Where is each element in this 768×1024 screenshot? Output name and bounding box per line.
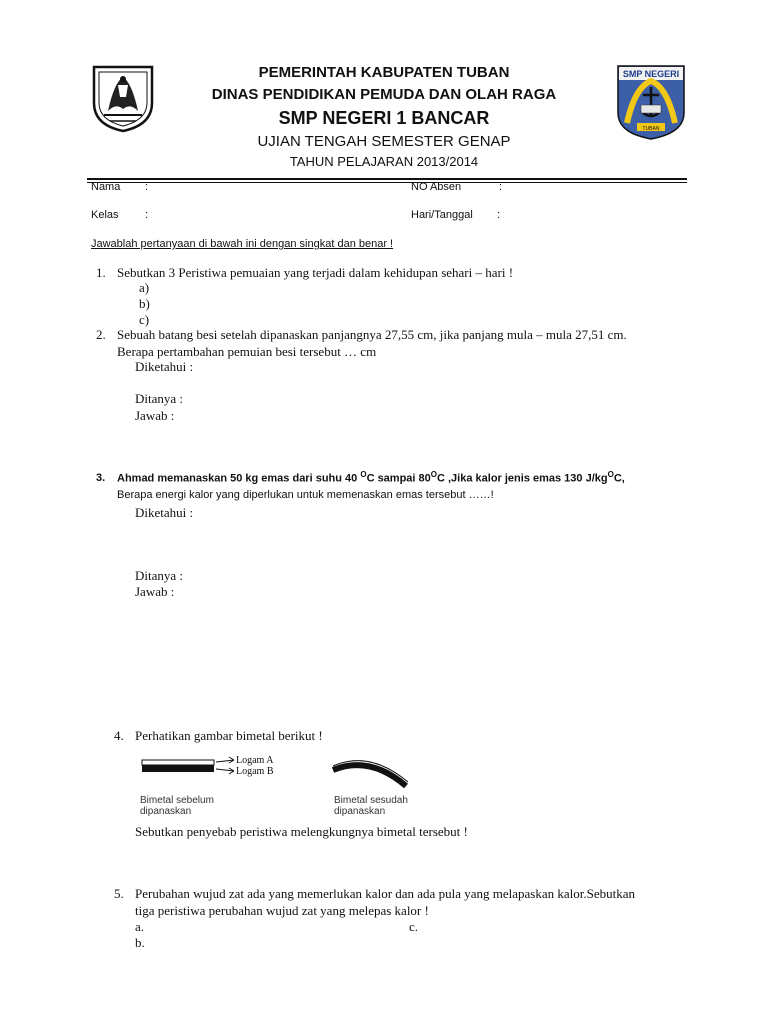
q3-diketahui: Diketahui : (135, 505, 194, 520)
q4-question: Sebutkan penyebab peristiwa melengkungnya bimetal tersebut ! (135, 824, 468, 839)
hari-colon: : (497, 209, 501, 221)
header-department: DINAS PENDIDIKAN PEMUDA DAN OLAH RAGA (211, 86, 557, 103)
header-school-name: SMP NEGERI 1 BANCAR (278, 108, 490, 128)
nama-label: Nama (91, 181, 121, 193)
header-exam-title: UJIAN TENGAH SEMESTER GENAP (257, 133, 511, 150)
bimetal-before-caption-1: Bimetal sebelum (140, 795, 214, 806)
q3-sup1: O (360, 470, 367, 479)
q4-number: 4. (114, 728, 124, 743)
absen-colon: : (499, 181, 503, 193)
instruction: Jawablah pertanyaan di bawah ini dengan singkat dan benar ! (91, 238, 394, 250)
logam-a-label: Logam A (236, 755, 274, 766)
bimetal-after-caption-1: Bimetal sesudah (334, 795, 408, 806)
q3-sup3: O (607, 470, 614, 479)
q3-text-part3: C ,Jika kalor jenis emas 130 J/kg (437, 472, 608, 485)
q1-text: Sebutkan 3 Peristiwa pemuaian yang terjadi dalam kehidupan sehari – hari ! (117, 265, 514, 280)
q3-ditanya: Ditanya : (135, 568, 184, 583)
q2-ditanya: Ditanya : (135, 391, 184, 406)
bimetal-after-caption-2: dipanaskan (334, 806, 386, 817)
q1-option-a: a) (139, 280, 150, 295)
q1-option-b: b) (139, 296, 150, 311)
q3-text-line1 (117, 470, 625, 485)
bimetal-before-caption-2: dipanaskan (140, 806, 192, 817)
q5-number: 5. (114, 886, 124, 901)
q5-option-a: a. (135, 919, 145, 934)
right-logo-text: SMP NEGERI (622, 69, 680, 79)
q3-text-part1: Ahmad memanaskan 50 kg emas dari suhu 40 (117, 472, 361, 485)
q2-text-line1: Sebuah batang besi setelah dipanaskan panjangnya 27,55 cm, jika panjang mula – mula 27,51 cm. (117, 327, 627, 342)
q2-jawab: Jawab : (135, 408, 175, 423)
header-government: PEMERINTAH KABUPATEN TUBAN (258, 64, 510, 81)
q4-text: Perhatikan gambar bimetal berikut ! (135, 728, 323, 743)
right-school-logo (615, 63, 687, 141)
nama-colon: : (145, 181, 149, 193)
q2-diketahui: Diketahui : (135, 359, 194, 374)
q3-sup2: O (430, 470, 437, 479)
q5-option-b: b. (135, 935, 145, 950)
q2-text-line2: Berapa pertambahan pemuian besi tersebut … cm (117, 344, 377, 359)
q3-text-line2: Berapa energi kalor yang diperlukan untuk memenaskan emas tersebut ……! (117, 489, 494, 501)
logam-b-label: Logam B (236, 766, 274, 777)
q3-text-part2: C sampai 80 (366, 472, 431, 485)
q1-number: 1. (96, 265, 106, 280)
bimetal-after-figure (330, 752, 412, 788)
header-academic-year: TAHUN PELAJARAN 2013/2014 (289, 154, 479, 169)
q3-jawab: Jawab : (135, 584, 175, 599)
header-rule-thick (87, 178, 687, 180)
q3-number: 3. (96, 472, 106, 484)
kelas-label: Kelas (91, 209, 119, 221)
q1-option-c: c) (139, 312, 150, 327)
absen-label: NO Absen (411, 181, 462, 193)
q5-option-c: c. (409, 919, 419, 934)
q3-text-part4: C, (613, 472, 625, 485)
q2-number: 2. (96, 327, 106, 342)
right-logo-bottom: TUBAN (642, 126, 660, 132)
header-rule-thin (87, 182, 687, 183)
q5-text-line1: Perubahan wujud zat ada yang memerlukan kalor dan ada pula yang melapaskan kalor.Sebutkan (135, 886, 635, 901)
kelas-colon: : (145, 209, 149, 221)
hari-label: Hari/Tanggal (411, 209, 473, 221)
q5-text-line2: tiga peristiwa perubahan wujud zat yang melepas kalor ! (135, 903, 429, 918)
